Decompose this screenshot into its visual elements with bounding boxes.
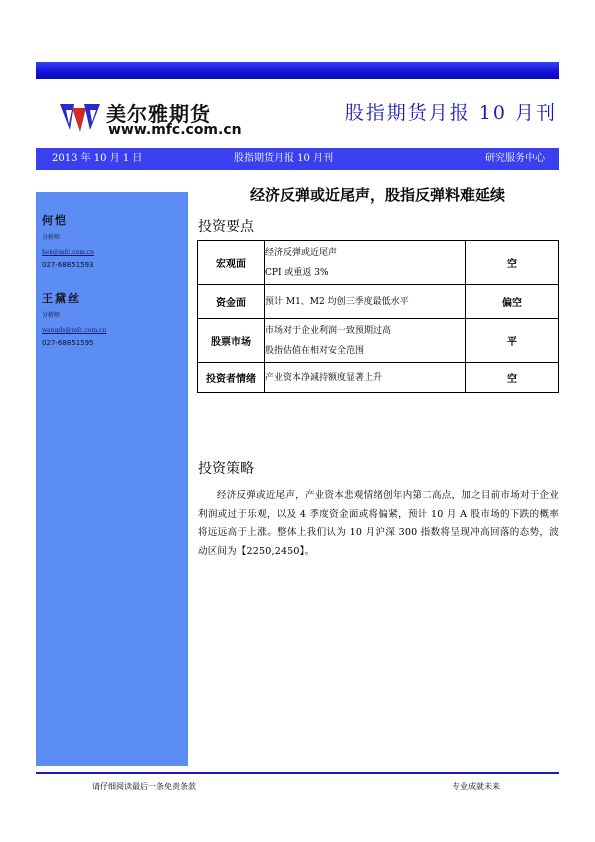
logo-company-name: 美尔雅期货 (106, 102, 211, 126)
top-decorative-band (36, 62, 559, 79)
table-row (198, 319, 559, 363)
analyst-card (42, 212, 94, 269)
table-row (198, 241, 559, 285)
logo-mark-icon (60, 100, 104, 134)
analyst-email-link[interactable]: wangds@mfc.com.cn (42, 327, 107, 334)
row-description (265, 363, 466, 393)
table-row (198, 285, 559, 319)
row-description (265, 285, 466, 319)
analyst-card (42, 290, 106, 347)
description-line: 预计 M1、M2 均创三季度最低水平 (265, 296, 409, 307)
analyst-role: 分析师 (42, 312, 61, 319)
section-heading-points: 投资要点 (198, 219, 254, 235)
footer-disclaimer: 请仔细阅读最后一条免责条款 (92, 782, 196, 791)
header-department: 研究服务中心 (485, 153, 545, 164)
description-line: 经济反弹或近尾声 (265, 247, 338, 258)
row-view: 平 (466, 319, 559, 363)
analyst-email-link[interactable]: hek@mfc.com.cn (42, 249, 95, 256)
description-line: 产业资本净减持额度显著上升 (265, 372, 383, 383)
analyst-phone: 027-68851593 (42, 261, 94, 269)
analyst-sidebar (36, 192, 188, 766)
row-view: 空 (466, 241, 559, 285)
footer-slogan: 专业成就未来 (452, 782, 500, 791)
description-line: 市场对于企业利润一致预期过高 (265, 325, 392, 336)
analyst-name: 何恺 (42, 214, 68, 227)
row-category: 股票市场 (198, 319, 265, 363)
analyst-name: 王黛丝 (42, 292, 81, 305)
header-date: 2013 年 10 月 1 日 (52, 153, 143, 164)
main-title: 经济反弹或近尾声，股指反弹料难延续 (249, 186, 505, 204)
description-line: CPI 或重返 3% (265, 267, 329, 278)
report-title: 股指期货月报 10 月刊 (344, 102, 557, 124)
row-category: 投资者情绪 (198, 363, 265, 393)
analyst-phone: 027-68851595 (42, 339, 94, 347)
row-view: 偏空 (466, 285, 559, 319)
header-report-name: 股指期货月报 10 月刊 (234, 153, 334, 164)
row-category: 宏观面 (198, 241, 265, 285)
description-line: 股指估值在相对安全范围 (265, 345, 365, 356)
footer-divider (36, 772, 559, 774)
logo-url: www.mfc.com.cn (108, 122, 242, 138)
row-description (265, 319, 466, 363)
header-bar (36, 148, 559, 170)
row-category: 资金面 (198, 285, 265, 319)
section-heading-strategy: 投资策略 (198, 461, 254, 477)
strategy-paragraph: 经济反弹或近尾声，产业资本悲观情绪创年内第二高点，加之目前市场对于企业利润或过于乐观，以及 4 季度资金面或将偏紧，预计 10 月 A 股市场的下跌的概率将远远高于上涨。整体上我们认为 10 月沪深 300 指数将呈现冲高回落的态势，波动区间为【2250,2450】。 (198, 490, 559, 557)
analyst-role: 分析师 (42, 234, 61, 241)
company-logo (60, 98, 242, 140)
row-description (265, 241, 466, 285)
investment-points-table (197, 240, 559, 393)
table-row (198, 363, 559, 393)
row-view: 空 (466, 363, 559, 393)
